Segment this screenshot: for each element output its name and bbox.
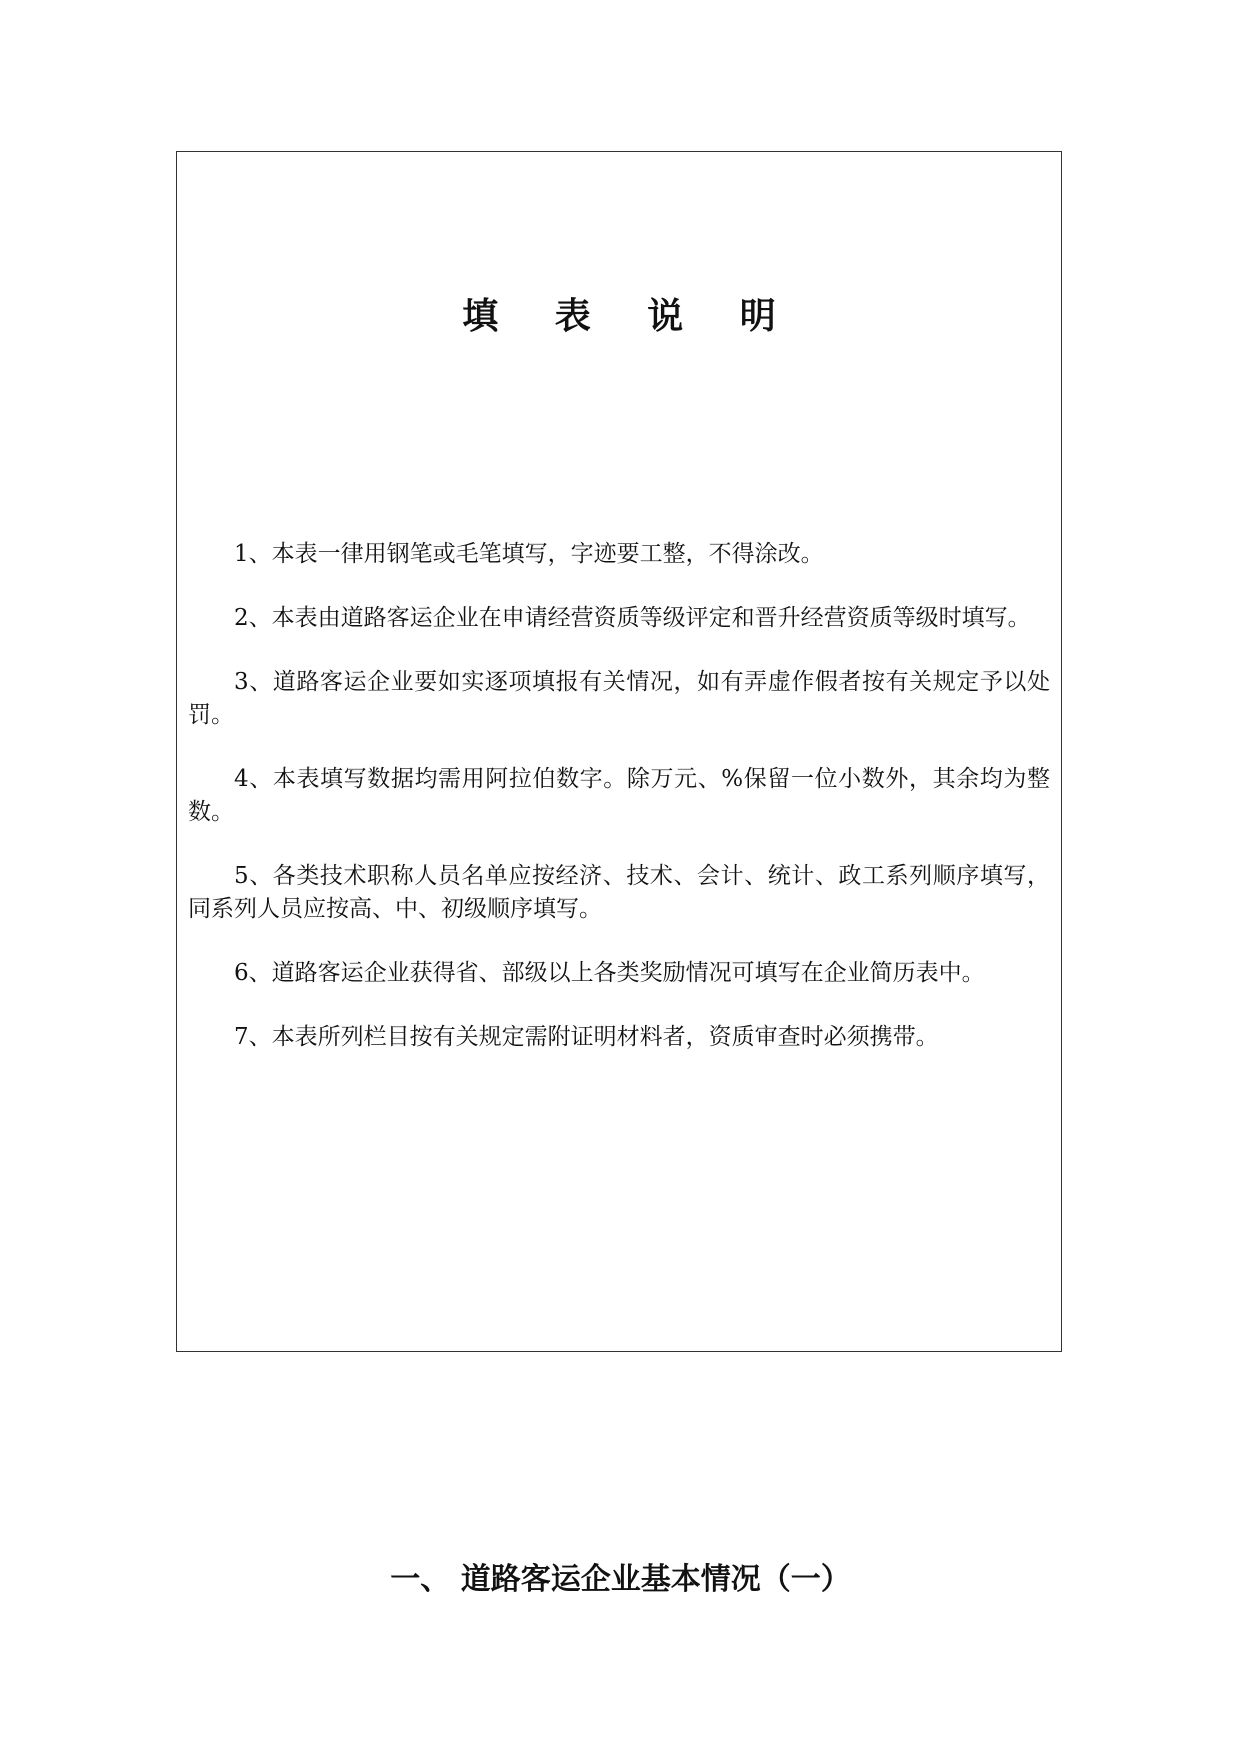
- instructions-box: [176, 151, 1062, 1352]
- instructions-list: [188, 538, 1050, 1085]
- instruction-item-4: 4、本表填写数据均需用阿拉伯数字。除万元、%保留一位小数外，其余均为整数。: [188, 766, 1050, 825]
- instructions-title: 填 表 说 明: [462, 295, 798, 337]
- instruction-item-5: 5、各类技术职称人员名单应按经济、技术、会计、统计、政工系列顺序填写，同系列人员应按高、中、初级顺序填写。: [188, 863, 1050, 922]
- instruction-item-7: 7、本表所列栏目按有关规定需附证明材料者，资质审查时必须携带。: [234, 1024, 939, 1050]
- instruction-item-6: 6、道路客运企业获得省、部级以上各类奖励情况可填写在企业简历表中。: [234, 960, 985, 986]
- instruction-item-3: 3、道路客运企业要如实逐项填报有关情况，如有弄虚作假者按有关规定予以处罚。: [188, 669, 1050, 728]
- instruction-item-1: 1、本表一律用钢笔或毛笔填写，字迹要工整，不得涂改。: [234, 541, 824, 567]
- instruction-item-2: 2、本表由道路客运企业在申请经营资质等级评定和晋升经营资质等级时填写。: [234, 605, 1031, 631]
- section-heading: 一、 道路客运企业基本情况（一）: [390, 1562, 851, 1597]
